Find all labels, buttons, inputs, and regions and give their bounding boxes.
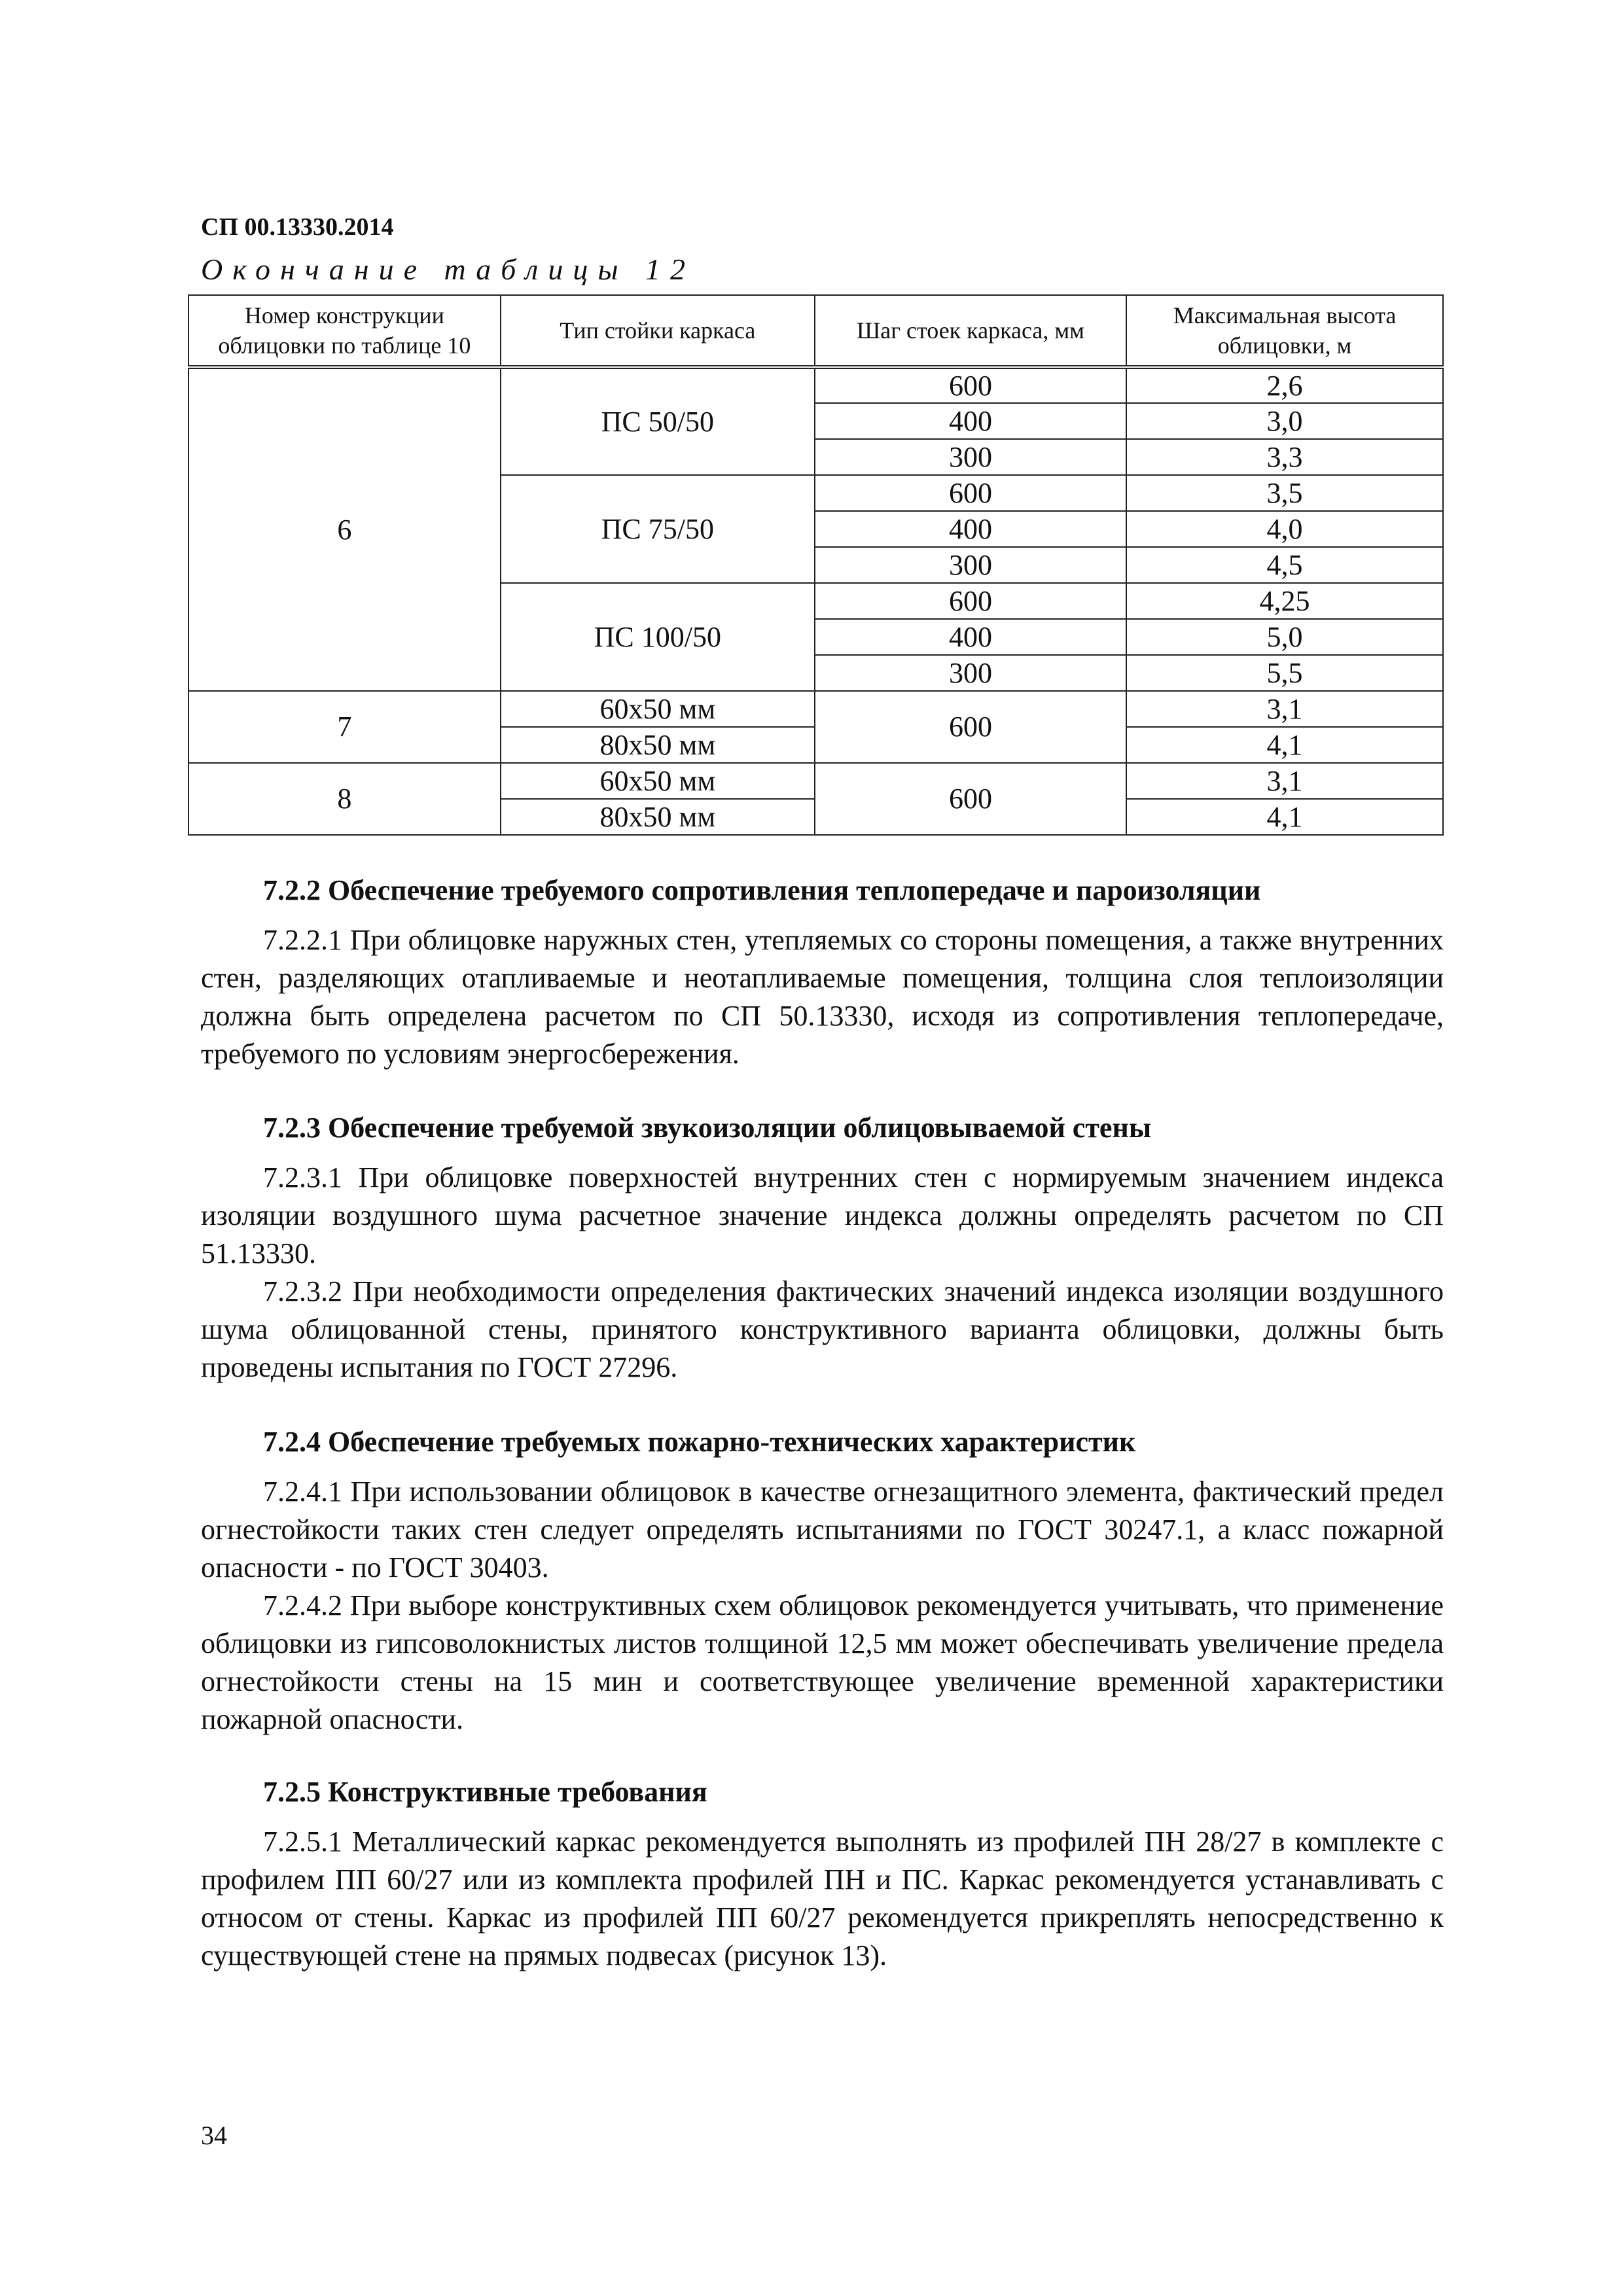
height-cell: 3,0 (1126, 403, 1443, 439)
step-cell: 300 (815, 547, 1126, 583)
post-type-cell: 80х50 мм (501, 799, 815, 835)
step-cell: 600 (815, 691, 1126, 763)
header-construction-number: Номер конструкции облицовки по таблице 10 (188, 295, 501, 367)
header-post-step: Шаг стоек каркаса, мм (815, 295, 1126, 367)
height-cell: 4,25 (1126, 583, 1443, 619)
post-type-cell: ПС 100/50 (501, 583, 815, 691)
height-cell: 2,6 (1126, 367, 1443, 403)
height-cell: 3,1 (1126, 763, 1443, 799)
height-cell: 3,5 (1126, 475, 1443, 511)
height-cell: 3,3 (1126, 439, 1443, 475)
height-cell: 5,5 (1126, 655, 1443, 691)
table-header-row (188, 295, 1443, 367)
section-title: 7.2.2 Обеспечение требуемого сопротивления теплопередаче и пароизоляции (263, 874, 1261, 906)
table-row (188, 691, 1443, 727)
construction-cell: 7 (188, 691, 501, 763)
step-cell: 400 (815, 403, 1126, 439)
step-cell: 400 (815, 511, 1126, 547)
paragraph: 7.2.2.1 При облицовке наружных стен, утепляемых со стороны помещения, а также внутренних стен, разделяющих отапливаемые и неотапливаемые помещения, толщина слоя теплоизоляции должна быть определена расчетом по СП 50.13330, исходя из сопротивления теплопередаче, требуемого по условиям энергосбережения. (201, 924, 1444, 1070)
step-cell: 300 (815, 439, 1126, 475)
paragraph: 7.2.3.1 При облицовке поверхностей внутренних стен с нормируемым значением индекса изоляции воздушного шума расчетное значение индекса должны определять расчетом по СП 51.13330. (201, 1161, 1444, 1269)
section-title: 7.2.4 Обеспечение требуемых пожарно-технических характеристик (263, 1426, 1136, 1458)
step-cell: 600 (815, 763, 1126, 835)
step-cell: 400 (815, 619, 1126, 655)
step-cell: 300 (815, 655, 1126, 691)
table-row (188, 763, 1443, 799)
page-number: 34 (201, 2121, 227, 2150)
post-type-cell: 60х50 мм (501, 691, 815, 727)
header-frame-post-type: Тип стойки каркаса (501, 295, 815, 367)
section-7-2-4 (201, 1423, 1444, 1739)
post-type-cell: ПС 50/50 (501, 367, 815, 475)
section-title: 7.2.5 Конструктивные требования (263, 1776, 707, 1808)
height-cell: 4,5 (1126, 547, 1443, 583)
table-caption: Окончание таблицы 12 (201, 253, 695, 286)
post-type-cell: 80х50 мм (501, 727, 815, 763)
height-cell: 4,1 (1126, 727, 1443, 763)
section-7-2-5 (201, 1773, 1444, 1975)
header-max-height: Максимальная высота облицовки, м (1126, 295, 1443, 367)
document-code: СП 00.13330.2014 (201, 213, 394, 241)
paragraph: 7.2.3.2 При необходимости определения фактических значений индекса изоляции воздушного шума облицованной стены, принятого конструктивного варианта облицовки, должны быть проведены испытания по ГОСТ 27296. (201, 1275, 1444, 1383)
step-cell: 600 (815, 367, 1126, 403)
post-type-cell: ПС 75/50 (501, 475, 815, 583)
step-cell: 600 (815, 583, 1126, 619)
paragraph: 7.2.4.2 При выборе конструктивных схем облицовок рекомендуется учитывать, что применение облицовки из гипсоволокнистых листов толщиной 12,5 мм может обеспечивать увеличение предела огнестойкости стены на 15 мин и соответствующее увеличение временной характеристики пожарной опасности. (201, 1589, 1444, 1735)
post-type-cell: 60х50 мм (501, 763, 815, 799)
section-7-2-3 (201, 1109, 1444, 1386)
height-cell: 5,0 (1126, 619, 1443, 655)
construction-cell: 6 (188, 367, 501, 691)
paragraph: 7.2.4.1 При использовании облицовок в качестве огнезащитного элемента, фактический предел огнестойкости таких стен следует определять испытаниями по ГОСТ 30247.1, а класс пожарной опасности - по ГОСТ 30403. (201, 1475, 1444, 1583)
paragraph: 7.2.5.1 Металлический каркас рекомендуется выполнять из профилей ПН 28/27 в комплекте с профилем ПП 60/27 или из комплекта профилей ПН и ПС. Каркас рекомендуется устанавливать с относом от стены. Каркас из профилей ПП 60/27 рекомендуется прикреплять непосредственно к существующей стене на прямых подвесах (рисунок 13). (201, 1826, 1444, 1971)
height-cell: 4,0 (1126, 511, 1443, 547)
height-cell: 4,1 (1126, 799, 1443, 835)
table-12 (188, 294, 1444, 836)
table-row (188, 367, 1443, 403)
section-title: 7.2.3 Обеспечение требуемой звукоизоляции облицовываемой стены (263, 1112, 1152, 1144)
step-cell: 600 (815, 475, 1126, 511)
height-cell: 3,1 (1126, 691, 1443, 727)
section-7-2-2 (201, 872, 1444, 1073)
construction-cell: 8 (188, 763, 501, 835)
